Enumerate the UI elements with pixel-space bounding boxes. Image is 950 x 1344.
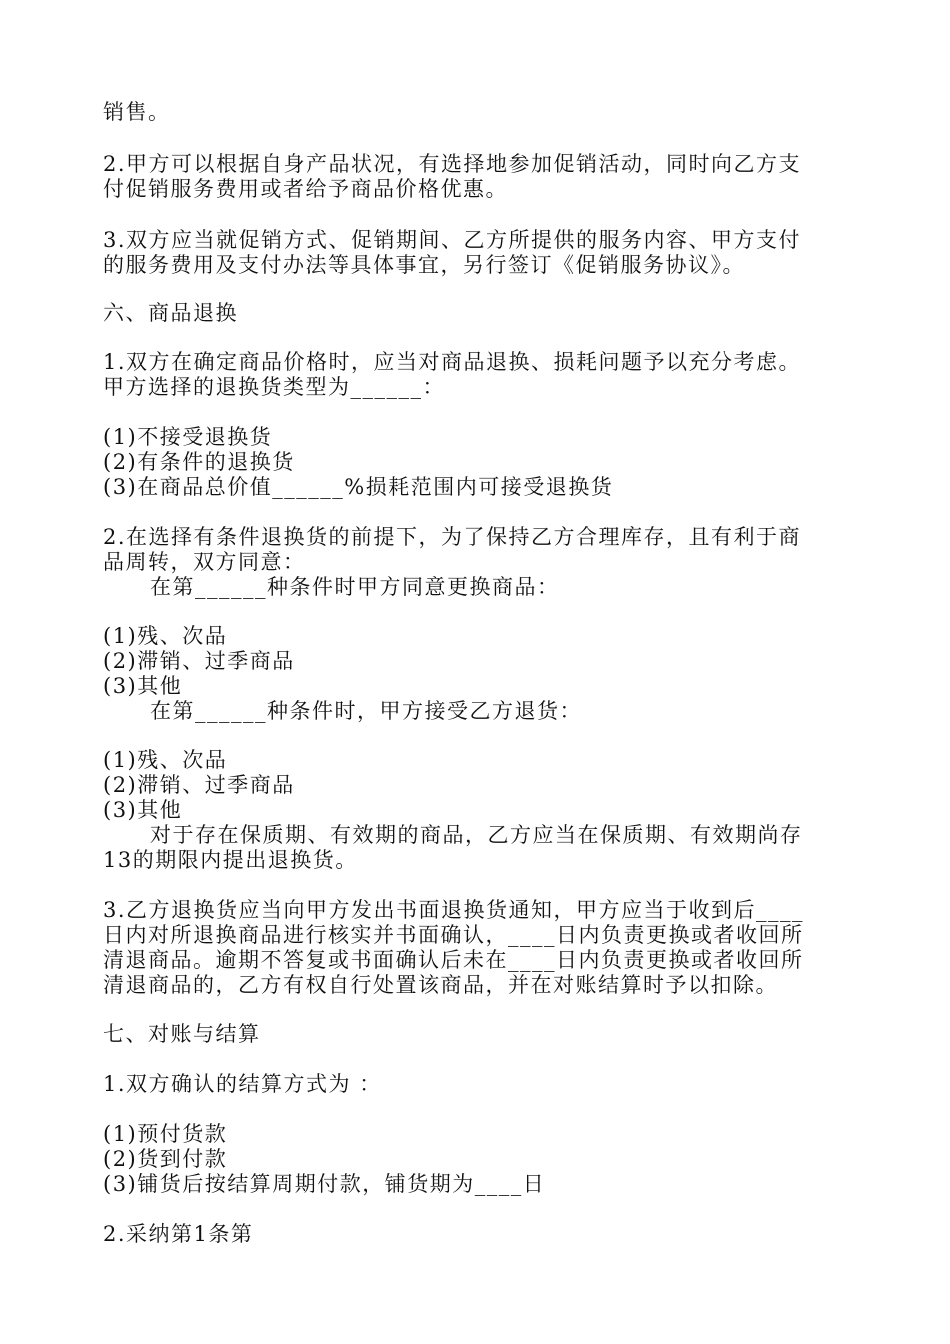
text-line: 在第______种条件时，甲方接受乙方退货： — [150, 699, 582, 723]
text-line: 付促销服务费用或者给予商品价格优惠。 — [103, 177, 508, 201]
text-line: (2)有条件的退换货 — [103, 450, 295, 474]
text-line: 品周转，双方同意： — [103, 550, 306, 574]
text-line: (3)其他 — [103, 798, 183, 822]
text-line: 七、对账与结算 — [103, 1022, 261, 1046]
text-line: 3.双方应当就促销方式、促销期间、乙方所提供的服务内容、甲方支付 — [103, 228, 802, 252]
text-line: (3)铺货后按结算周期付款，铺货期为____日 — [103, 1172, 546, 1196]
text-line: (1)残、次品 — [103, 624, 228, 648]
text-line: 1.双方在确定商品价格时，应当对商品退换、损耗问题予以充分考虑。 — [103, 350, 802, 374]
text-line: 2.甲方可以根据自身产品状况，有选择地参加促销活动，同时向乙方支 — [103, 152, 802, 176]
text-line: 3.乙方退换货应当向甲方发出书面退换货通知，甲方应当于收到后____ — [103, 898, 805, 922]
text-line: (3)其他 — [103, 674, 183, 698]
text-line: 销售。 — [103, 100, 171, 124]
text-line: 清退商品的，乙方有权自行处置该商品，并在对账结算时予以扣除。 — [103, 973, 778, 997]
text-line: 六、商品退换 — [103, 301, 238, 325]
text-line: 13的期限内提出退换货。 — [103, 848, 358, 872]
text-line: (1)不接受退换货 — [103, 425, 273, 449]
text-line: (3)在商品总价值______%损耗范围内可接受退换货 — [103, 475, 614, 499]
text-line: 2.在选择有条件退换货的前提下，为了保持乙方合理库存，且有利于商 — [103, 525, 802, 549]
text-line: 1.双方确认的结算方式为 ： — [103, 1072, 382, 1096]
text-line: 在第______种条件时甲方同意更换商品： — [150, 575, 560, 599]
text-line: (1)残、次品 — [103, 748, 228, 772]
text-line: (2)滞销、过季商品 — [103, 649, 295, 673]
text-line: 2.采纳第1条第 — [103, 1222, 254, 1246]
text-line: (2)滞销、过季商品 — [103, 773, 295, 797]
text-line: 甲方选择的退换货类型为______： — [103, 375, 445, 399]
text-line: 清退商品。逾期不答复或书面确认后未在____日内负责更换或者收回所 — [103, 948, 804, 972]
text-line: 的服务费用及支付办法等具体事宜，另行签订《促销服务协议》。 — [103, 253, 745, 277]
text-line: 对于存在保质期、有效期的商品，乙方应当在保质期、有效期尚存 — [150, 823, 803, 847]
text-line: (2)货到付款 — [103, 1147, 228, 1171]
text-line: (1)预付货款 — [103, 1122, 228, 1146]
text-line: 日内对所退换商品进行核实并书面确认，____日内负责更换或者收回所 — [103, 923, 804, 947]
